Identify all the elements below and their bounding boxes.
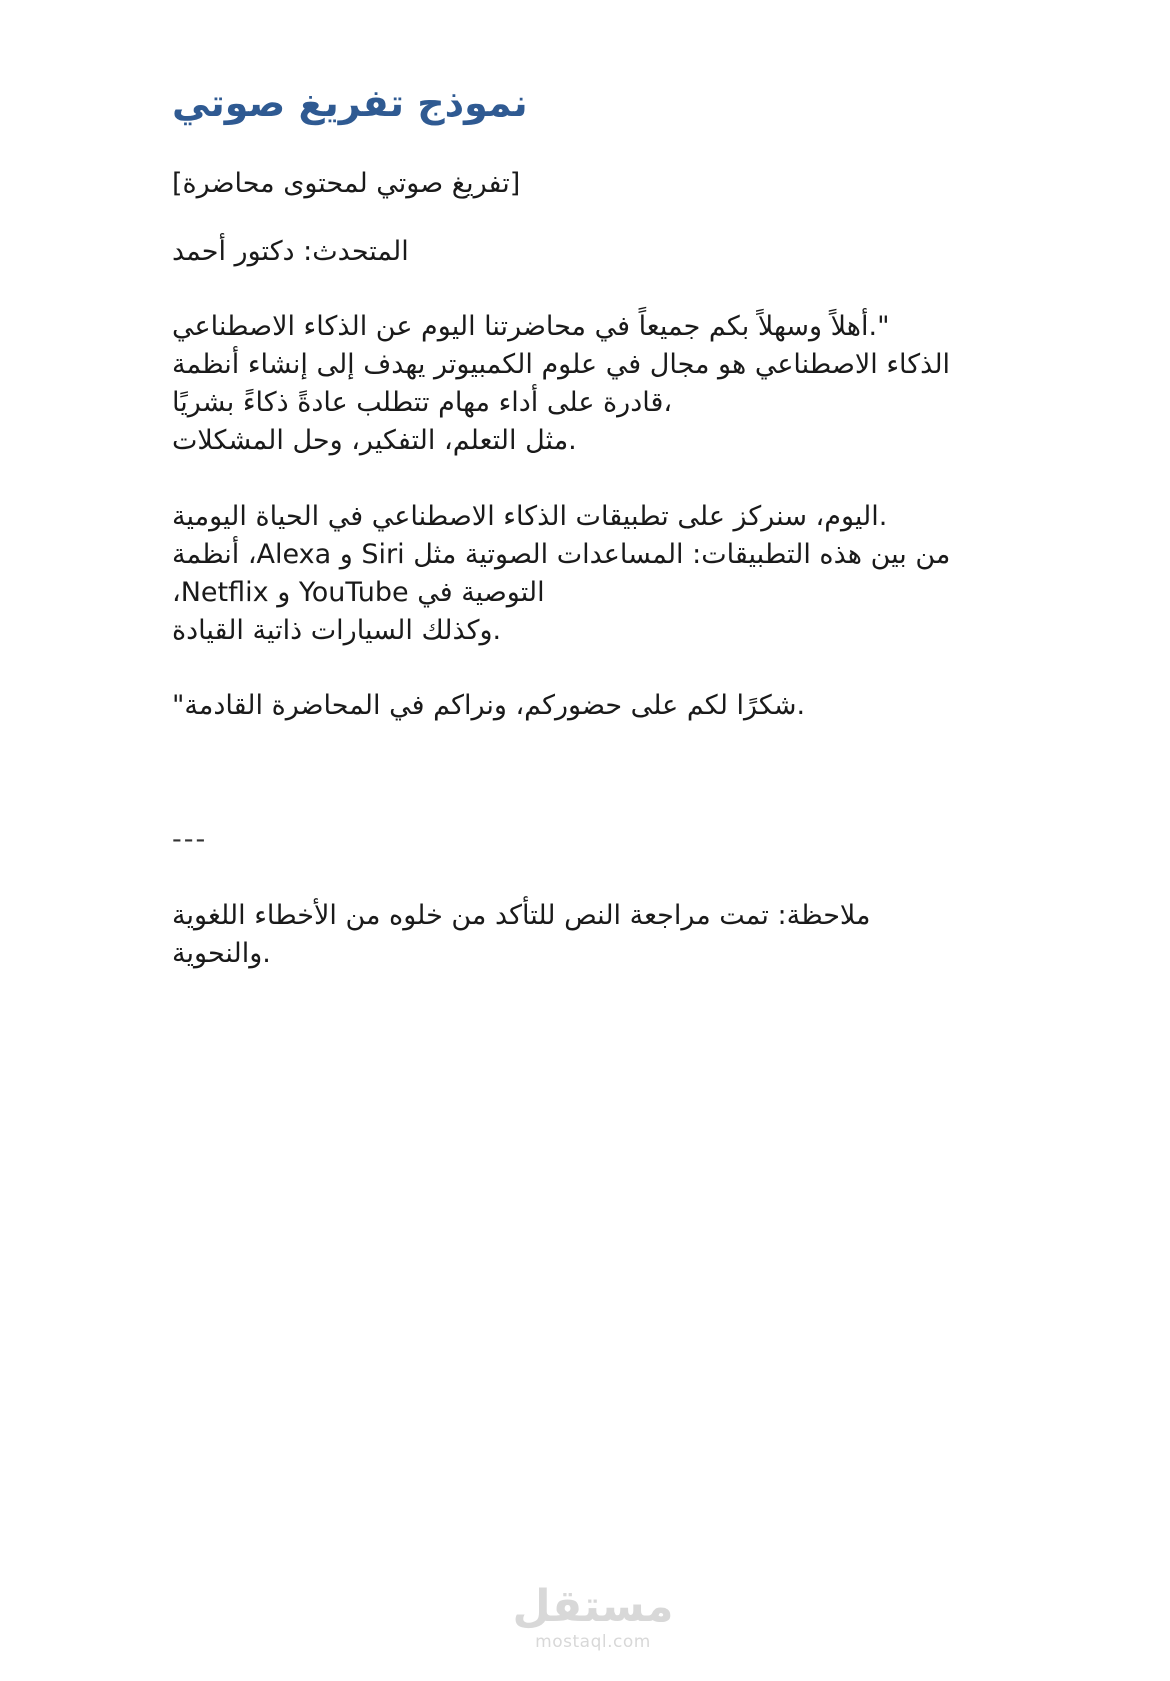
paragraph-2-line-1: .اليوم، سنركز على تطبيقات الذكاء الاصطناعي في الحياة اليومية <box>172 501 888 532</box>
separator: --- <box>172 824 208 855</box>
note-line-2: .والنحوية <box>172 938 271 969</box>
paragraph-2-line-3: التوصية في YouTube و Netflix، <box>172 577 545 608</box>
watermark-logo: مستقل <box>512 1581 674 1632</box>
paragraph-1-line-4: .مثل التعلم، التفكير، وحل المشكلات <box>172 425 577 456</box>
paragraph-1-line-2: الذكاء الاصطناعي هو مجال في علوم الكمبيوتر يهدف إلى إنشاء أنظمة <box>172 349 951 380</box>
document-title: نموذج تفريغ صوتي <box>172 81 528 125</box>
watermark <box>508 1582 678 1652</box>
paragraph-1-line-3: ،قادرة على أداء مهام تتطلب عادةً ذكاءً بشريًا <box>172 387 673 418</box>
watermark-url: mostaql.com <box>535 1632 651 1652</box>
paragraph-2-line-4: .وكذلك السيارات ذاتية القيادة <box>172 615 502 646</box>
closing-line: .شكرًا لكم على حضوركم، ونراكم في المحاضرة القادمة" <box>172 690 806 721</box>
transcript-label: [تفريغ صوتي لمحتوى محاضرة] <box>172 168 521 199</box>
speaker-line: المتحدث: دكتور أحمد <box>172 236 409 267</box>
note-line-1: ملاحظة: تمت مراجعة النص للتأكد من خلوه من الأخطاء اللغوية <box>172 900 871 931</box>
paragraph-1-line-1: ".أهلاً وسهلاً بكم جميعاً في محاضرتنا اليوم عن الذكاء الاصطناعي <box>172 311 890 342</box>
paragraph-2-line-2: من بين هذه التطبيقات: المساعدات الصوتية مثل Siri و Alexa، أنظمة <box>172 539 951 570</box>
